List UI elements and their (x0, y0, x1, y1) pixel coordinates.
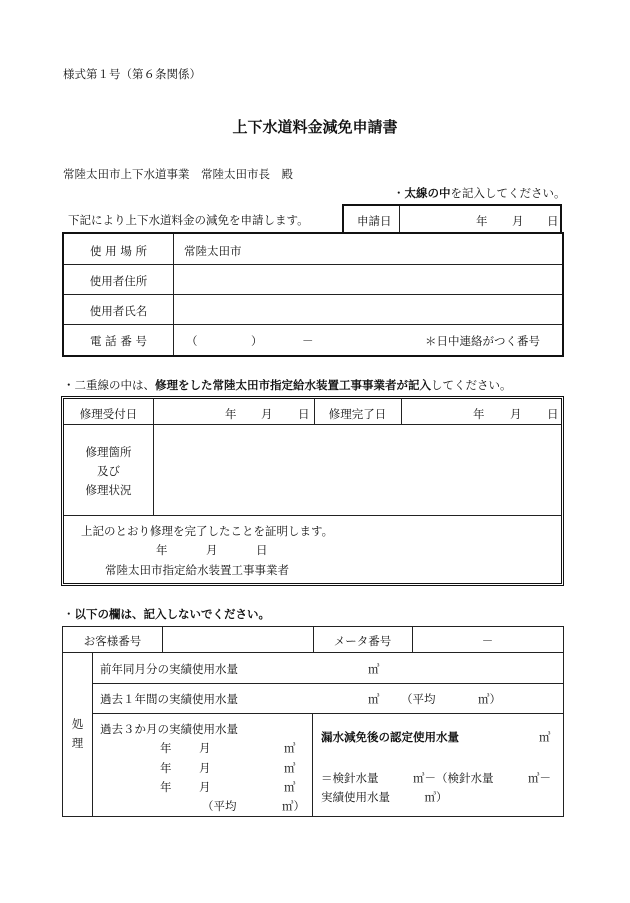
repair-completed-day: 日 (547, 407, 559, 421)
process-char-2: 理 (71, 736, 84, 750)
note-rest: を記入してください。 (450, 186, 566, 200)
user-name-field[interactable] (179, 298, 557, 320)
repair-received-year: 年 (225, 407, 237, 421)
addressee: 常陸太田市上下水道事業 常陸太田市長 殿 (63, 167, 293, 181)
request-text: 下記により上下水道料金の減免を申請します。 (68, 213, 309, 227)
note-thick-lines (393, 185, 566, 201)
repair-details-field[interactable] (159, 429, 555, 509)
phone-paren-close: ） (251, 334, 263, 348)
phone-label: 電 話 番 号 (90, 334, 147, 348)
past-3month-unit-1: ㎥ (284, 741, 296, 755)
past-year-usage-label: 過去１年間の実績使用水量 (100, 692, 238, 706)
repair-location-line2: 及び (97, 464, 120, 478)
note-bold: 太線の中 (404, 186, 451, 200)
prev-year-usage-unit: ㎥ (368, 662, 380, 676)
repair-received-month: 月 (261, 407, 273, 421)
cert-month: 月 (206, 543, 218, 557)
past-year-avg-open: （平均 (401, 692, 436, 706)
repair-completed-label: 修理完了日 (328, 407, 387, 421)
note-office-pre: ・ (63, 607, 75, 621)
application-month: 月 (512, 214, 524, 228)
application-year: 年 (476, 214, 488, 228)
use-place-label: 使 用 場 所 (90, 244, 147, 258)
application-date-box (342, 204, 562, 232)
cert-day: 日 (256, 543, 268, 557)
meter-number-value: － (481, 634, 494, 648)
past-3month-avg-open: （平均 (202, 799, 237, 813)
cert-year: 年 (156, 543, 168, 557)
customer-number-label: お客様番号 (83, 634, 142, 648)
repair-received-label: 修理受付日 (79, 407, 138, 421)
page-title: 上下水道料金減免申請書 (232, 118, 398, 136)
reduced-usage-unit: ㎥ (539, 730, 551, 744)
past-3month-month-2: 月 (199, 761, 211, 775)
reduced-usage-label: 漏水減免後の認定使用水量 (321, 730, 459, 744)
application-day: 日 (547, 214, 559, 228)
past-3month-year-2: 年 (160, 761, 172, 775)
repair-location-line3: 修理状況 (85, 483, 132, 497)
past-3month-month-1: 月 (199, 741, 211, 755)
phone-dash: － (302, 334, 314, 348)
form-number: 様式第１号（第６条関係） (63, 67, 201, 81)
prev-year-usage-label: 前年同月分の実績使用水量 (100, 662, 238, 676)
contractor-label: 常陸太田市指定給水装置工事事業者 (105, 563, 289, 577)
note-double-bold: 修理をした常陸太田市指定給水装置工事事業者が記入 (155, 378, 431, 392)
past-3month-label: 過去３か月の実績使用水量 (100, 722, 238, 736)
user-address-label: 使用者住所 (89, 274, 148, 288)
formula-line-1: ＝検針水量 ㎥－（検針水量 ㎥－ (321, 771, 551, 785)
process-char-1: 処 (71, 717, 84, 731)
certify-text: 上記のとおり修理を完了したことを証明します。 (81, 524, 334, 538)
repair-location-label (64, 443, 153, 500)
note-double-pre: ・二重線の中は、 (63, 378, 155, 392)
note-bullet: ・ (393, 186, 405, 200)
user-address-field[interactable] (179, 268, 557, 290)
note-office (63, 606, 270, 622)
repair-location-line1: 修理箇所 (85, 445, 132, 459)
meter-number-label: メータ番号 (333, 634, 392, 648)
past-3month-unit-2: ㎥ (284, 761, 296, 775)
past-year-usage-unit: ㎥ (368, 692, 380, 706)
repair-section (61, 396, 564, 586)
past-year-avg-close: ㎥） (478, 692, 501, 706)
past-3month-year-1: 年 (160, 741, 172, 755)
repair-completed-month: 月 (510, 407, 522, 421)
process-label (63, 715, 92, 753)
note-double-rest: してください。 (431, 378, 512, 392)
note-office-bold: 以下の欄は、記入しないでください。 (74, 607, 270, 621)
use-place-value: 常陸太田市 (184, 244, 242, 258)
repair-completed-year: 年 (473, 407, 485, 421)
past-3month-unit-3: ㎥ (284, 780, 296, 794)
applicant-table (62, 232, 564, 357)
office-table (62, 626, 564, 817)
past-3month-month-3: 月 (199, 780, 211, 794)
past-3month-year-3: 年 (160, 780, 172, 794)
user-name-label: 使用者氏名 (89, 304, 148, 318)
past-3month-avg-close: ㎥） (282, 799, 305, 813)
repair-received-day: 日 (298, 407, 310, 421)
formula-line-2: 実績使用水量 ㎥） (321, 790, 448, 804)
phone-paren-open: （ (186, 334, 198, 348)
application-date-label: 申請日 (357, 214, 392, 228)
phone-note: ＊日中連絡がつく番号 (425, 334, 540, 348)
note-double-lines (63, 377, 512, 393)
